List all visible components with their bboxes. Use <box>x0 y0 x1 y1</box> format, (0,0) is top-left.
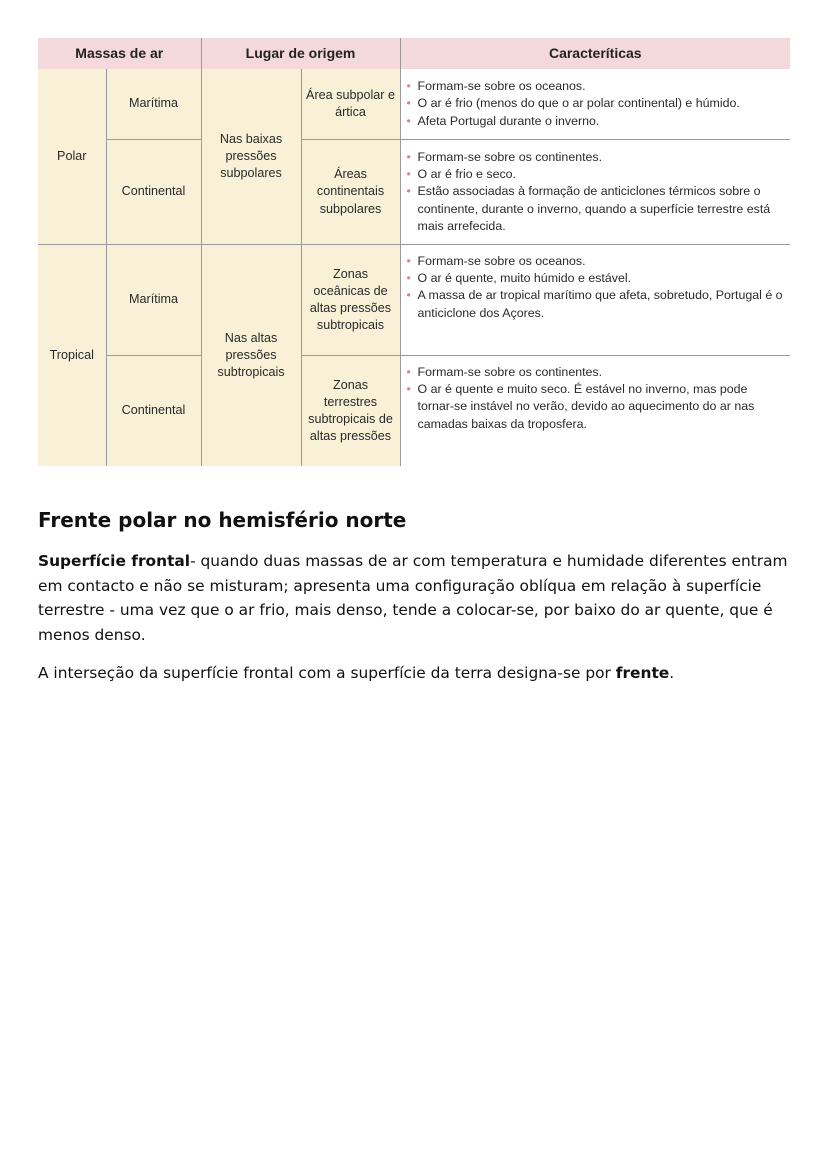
features-cell <box>400 140 790 245</box>
type-cell: Continental <box>106 140 201 245</box>
feature-item: • O ar é quente, muito húmido e estável. <box>407 270 785 287</box>
header-massas-de-ar: Massas de ar <box>38 38 201 69</box>
term-superficie-frontal: Superfície frontal <box>38 552 191 570</box>
air-masses-table <box>38 38 790 466</box>
origin-cell: Nas altas pressões subtropicais <box>201 245 301 467</box>
feature-item: • A massa de ar tropical marítimo que afeta, sobretudo, Portugal é o anticiclone dos Açores. <box>407 287 785 321</box>
table-row <box>38 245 790 356</box>
area-cell: Áreas continentais subpolares <box>301 140 400 245</box>
features-cell <box>400 245 790 356</box>
feature-item: • Estão associadas à formação de anticiclones térmicos sobre o continente, durante o inverno, quando a superfície terrestre está mais arrefecida. <box>407 183 785 235</box>
feature-item: • Formam-se sobre os oceanos. <box>407 253 785 270</box>
paragraph-superficie-frontal <box>38 549 790 647</box>
paragraph-text: A interseção da superfície frontal com a superfície da terra designa-se por <box>38 664 616 683</box>
feature-item: • O ar é frio (menos do que o ar polar continental) e húmido. <box>407 95 785 112</box>
type-cell: Marítima <box>106 245 201 356</box>
feature-item: • Formam-se sobre os oceanos. <box>407 78 785 95</box>
area-cell: Área subpolar e ártica <box>301 69 400 140</box>
paragraph-frente <box>38 661 790 686</box>
header-lugar-de-origem: Lugar de origem <box>201 38 400 69</box>
body-section <box>38 505 790 700</box>
type-cell: Marítima <box>106 69 201 140</box>
table-header-row <box>38 38 790 69</box>
mass-tropical: Tropical <box>38 245 106 467</box>
features-cell <box>400 356 790 467</box>
feature-item: • Formam-se sobre os continentes. <box>407 149 785 166</box>
area-cell: Zonas terrestres subtropicais de altas pressões <box>301 356 400 467</box>
feature-item: • Formam-se sobre os continentes. <box>407 364 785 381</box>
paragraph-end: . <box>669 664 675 683</box>
section-title: Frente polar no hemisfério norte <box>38 508 407 532</box>
features-cell <box>400 69 790 140</box>
area-cell: Zonas oceânicas de altas pressões subtropicais <box>301 245 400 356</box>
definition-text: - quando duas massas de ar com temperatura e humidade diferentes entram em contacto e não se misturam; apresenta uma configuração oblíqua em relação à superfície terrestre - uma vez que o ar frio, mais denso, tende a colocar-se, por baixo do ar quente, que é menos denso. <box>38 552 788 644</box>
table-row <box>38 69 790 140</box>
header-caracteristicas: Caracteríticas <box>400 38 790 69</box>
origin-cell: Nas baixas pressões subpolares <box>201 69 301 245</box>
type-cell: Continental <box>106 356 201 467</box>
mass-polar: Polar <box>38 69 106 245</box>
feature-item: • O ar é quente e muito seco. É estável no inverno, mas pode tornar-se instável no verão, devido ao aquecimento do ar nas camadas baixas da troposfera. <box>407 381 785 433</box>
feature-item: • O ar é frio e seco. <box>407 166 785 183</box>
table-row <box>38 140 790 245</box>
feature-item: • Afeta Portugal durante o inverno. <box>407 113 785 130</box>
term-frente: frente <box>615 664 670 683</box>
table-row <box>38 356 790 467</box>
